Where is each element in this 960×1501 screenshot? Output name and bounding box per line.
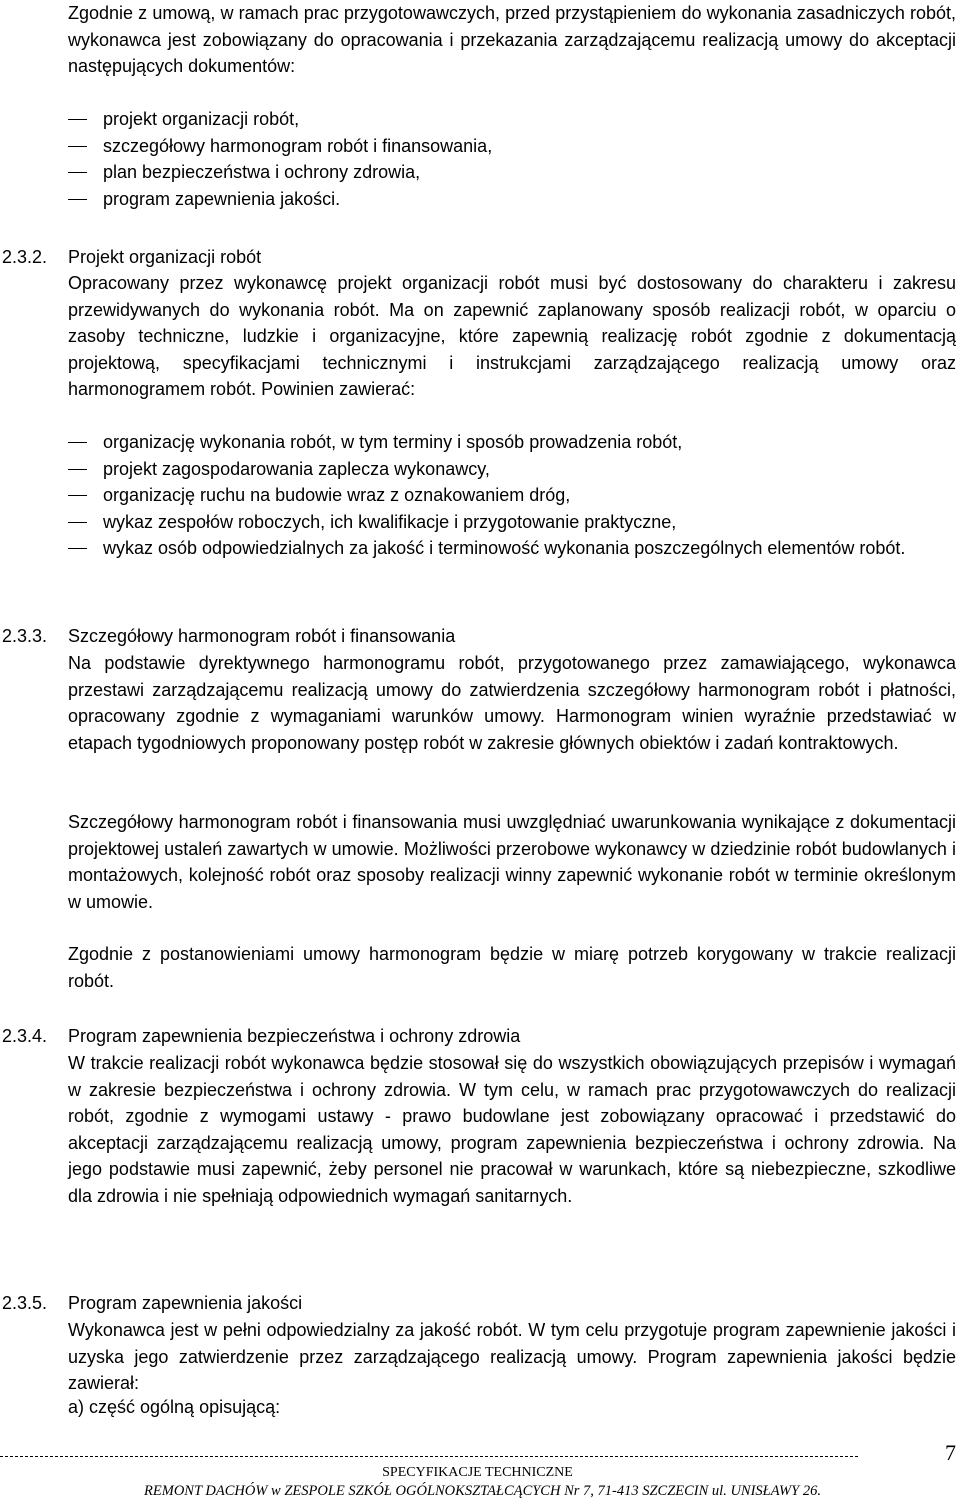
footer-divider	[0, 1456, 858, 1457]
list-item: projekt organizacji robót,	[103, 109, 300, 129]
section-title: Program zapewnienia bezpieczeństwa i ochrony zdrowia	[68, 1026, 521, 1046]
section-2-3-3-paragraph-3: Zgodnie z postanowieniami umowy harmonogram będzie w miarę potrzeb korygowany w trakcie realizacji robót.	[68, 944, 956, 991]
section-heading-2-3-4	[0, 1023, 520, 1049]
footer-address: REMONT DACHÓW w ZESPOLE SZKÓŁ OGÓLNOKSZTAŁCĄCYCH Nr 7, 71-413 SZCZECIN ul. UNISŁAWY 26.	[144, 1483, 821, 1499]
list-item: organizację wykonania robót, w tym terminy i sposób prowadzenia robót,	[103, 432, 683, 452]
section-number: 2.3.3.	[2, 626, 48, 646]
list-item: wykaz zespołów roboczych, ich kwalifikacje i przygotowanie praktyczne,	[103, 511, 677, 532]
page-number: 7	[945, 1440, 956, 1465]
section-2-3-3-paragraph-1: Na podstawie dyrektywnego harmonogramu robót, przygotowanego przez zamawiającego, wykonawca przestawi zarządzającemu realizacją umowy do zatwierdzenia szczegółowy harmonogram robót i płatności, opracowany zgodnie z wymaganiami warunków umowy. Harmonogram winien wyraźnie przedstawiać w etapach tygodniowych proponowany postęp robót w zakresie głównych obiektów i zadań kontraktowych.	[68, 653, 956, 753]
section-heading-2-3-2	[0, 244, 261, 270]
section-2-3-3-paragraph-2: Szczegółowy harmonogram robót i finansowania musi uwzględniać uwarunkowania wynikające z dokumentacji projektowej ustaleń zawartych w umowie. Możliwości przerobowe wykonawcy w dziedzinie robót budowlanych i montażowych, kolejność robót oraz sposoby realizacji winny zapewnić wykonanie robót w terminie określonym w umowie.	[68, 812, 956, 912]
section-2-3-2-paragraph: Opracowany przez wykonawcę projekt organizacji robót musi być dostosowany do charakteru i zakresu przewidywanych do wykonania robót. Ma on zapewnić zaplanowany sposób realizacji robót, w oparciu o zasoby techniczne, ludzkie i organizacyjne, które zapewnią realizację robót zgodnie z dokumentacją projektową, specyfikacjami technicznymi i instrukcjami zarządzającego realizacją umowy oraz harmonogramem robót. Powinien zawierać:	[68, 273, 956, 399]
list-item: program zapewnienia jakości.	[103, 188, 341, 209]
intro-paragraph: Zgodnie z umową, w ramach prac przygotowawczych, przed przystąpieniem do wykonania zasadniczych robót, wykonawca jest zobowiązany do opracowania i przekazania zarządzającemu realizacją umowy do akceptacji następujących dokumentów:	[68, 3, 956, 76]
section-2-3-2-list	[68, 429, 956, 562]
footer-title: SPECYFIKACJE TECHNICZNE	[382, 1465, 573, 1480]
section-2-3-5-paragraph: Wykonawca jest w pełni odpowiedzialny za jakość robót. W tym celu przygotuje program zapewnienie jakości i uzyska jego zatwierdzenie przez zarządzającego realizacją umowy. Program zapewnienia jakości będzie zawierał:	[68, 1320, 956, 1393]
list-item: projekt zagospodarowania zaplecza wykonawcy,	[103, 458, 490, 479]
list-item: wykaz osób odpowiedzialnych za jakość i terminowość wykonania poszczególnych elementów robót.	[103, 538, 906, 558]
list-item: szczegółowy harmonogram robót i finansowania,	[103, 135, 493, 156]
intro-list	[68, 106, 956, 212]
list-item: plan bezpieczeństwa i ochrony zdrowia,	[103, 162, 421, 182]
section-2-3-5-item-a: a) część ogólną opisującą:	[68, 1397, 281, 1417]
section-title: Szczegółowy harmonogram robót i finansowania	[68, 626, 456, 646]
list-item: organizację ruchu na budowie wraz z oznakowaniem dróg,	[103, 485, 571, 505]
section-number: 2.3.2.	[2, 247, 48, 267]
section-title: Program zapewnienia jakości	[68, 1293, 303, 1313]
section-heading-2-3-3	[0, 623, 455, 649]
section-heading-2-3-5	[0, 1290, 302, 1316]
section-2-3-4-paragraph: W trakcie realizacji robót wykonawca będzie stosował się do wszystkich obowiązujących przepisów i wymagań w zakresie bezpieczeństwa i ochrony zdrowia. W tym celu, w ramach prac przygotowawczych do realizacji robót, zgodnie z wymogami ustawy - prawo budowlane jest zobowiązany opracować i przedstawić do akceptacji zarządzającemu realizacją umowy, program zapewnienia bezpieczeństwa i ochrony zdrowia. Na jego podstawie musi zapewnić, żeby personel nie pracował w warunkach, które są niebezpieczne, szkodliwe dla zdrowia i nie spełniają odpowiednich wymagań sanitarnych.	[68, 1053, 956, 1206]
section-number: 2.3.4.	[2, 1026, 48, 1046]
section-title: Projekt organizacji robót	[68, 247, 262, 267]
section-number: 2.3.5.	[2, 1293, 48, 1313]
